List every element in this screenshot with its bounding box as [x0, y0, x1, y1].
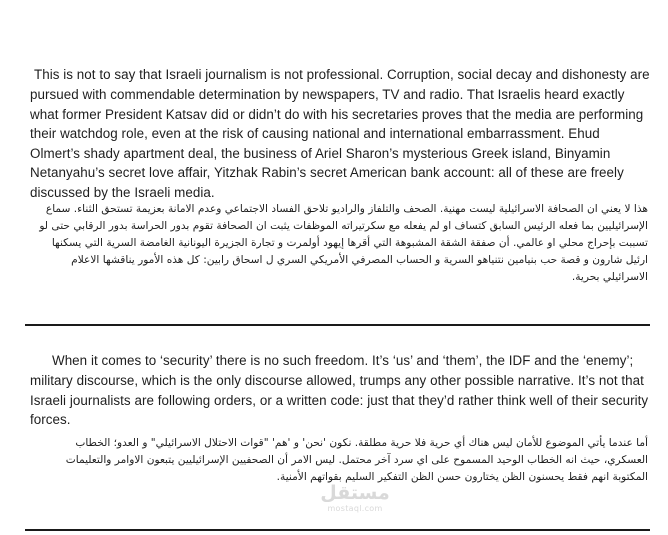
section-divider — [25, 324, 650, 326]
watermark-arabic: مستقل — [320, 482, 390, 504]
mostaql-watermark — [318, 482, 392, 513]
english-paragraph-2: When it comes to ‘security’ there is no such freedom. It’s ‘us’ and ‘them’, the IDF and the ‘enemy’; military discourse, which is the only discourse allowed, trumps any other possible narrative. It’s not that Israeli journalists are following orders, or a written code: just that they’d rather think well of their security forces. — [30, 353, 649, 428]
arabic-paragraph-2: أما عندما يأتي الموضوع للأمان ليس هناك أي حرية فلا حرية مطلقة. نكون 'نحن' و 'هم' "قوات الاحتلال الاسرائيلي" و العدو؛ الخطاب العسكري، حيث انه الخطاب الوحيد المسموح على اي سرد آخر محتمل. ليس الامر أن الصحفيين الإسرائيليين يتبعون الاوامر والتعليمات المكتوبة انهم فقط يحسنون الظن يختارون حسن الظن التفكير السليم بقواتهم الأمنية. — [65, 436, 648, 483]
watermark-latin: mostaql.com — [327, 504, 383, 513]
bottom-divider — [25, 529, 650, 531]
english-paragraph-1: This is not to say that Israeli journalism is not professional. Corruption, social decay and dishonesty are pursued with commendable determination by newspapers, TV and radio. That Israelis heard exactly what former President Katsav did or didn’t do with his secretaries proves that the media are performing their watchdog role, even at the risk of causing national and international embarrassment. Ehud Olmert’s shady apartment deal, the business of Ariel Sharon’s mysterious Greek island, Binyamin Netanyahu’s secret love affair, Yitzhak Rabin’s secret American bank account: all of these are freely discussed by the Israeli media. — [30, 67, 650, 200]
arabic-paragraph-1: هذا لا يعني ان الصحافة الاسرائيلية ليست مهنية. الصحف والتلفاز والراديو تلاحق الفساد الاجتماعي وعدم الامانة بعزيمة تستحق الثناء. سماع الإسرائيليين بما فعله الرئيس السابق كتساف او لم يفعله مع سكرتيراته الموظفات يثبت ان الصحافة تقوم بدور الحراسة بدور الرقابي حتى لو تسببت بإحراج محلي او عالمي. أن صفقة الشقة المشبوهة التي أقرها إيهود أولمرت و تجارة الجزيرة اليونانية الغامضة السرية التي يسكنها ارئيل شارون و قصة حب بنيامين نتنياهو السرية و الحساب المصرفي الأمريكي السري ل اسحاق رابين: كل هذه الأمور يناقشها الاعلام الاسرائيلي بحرية. — [39, 202, 648, 283]
